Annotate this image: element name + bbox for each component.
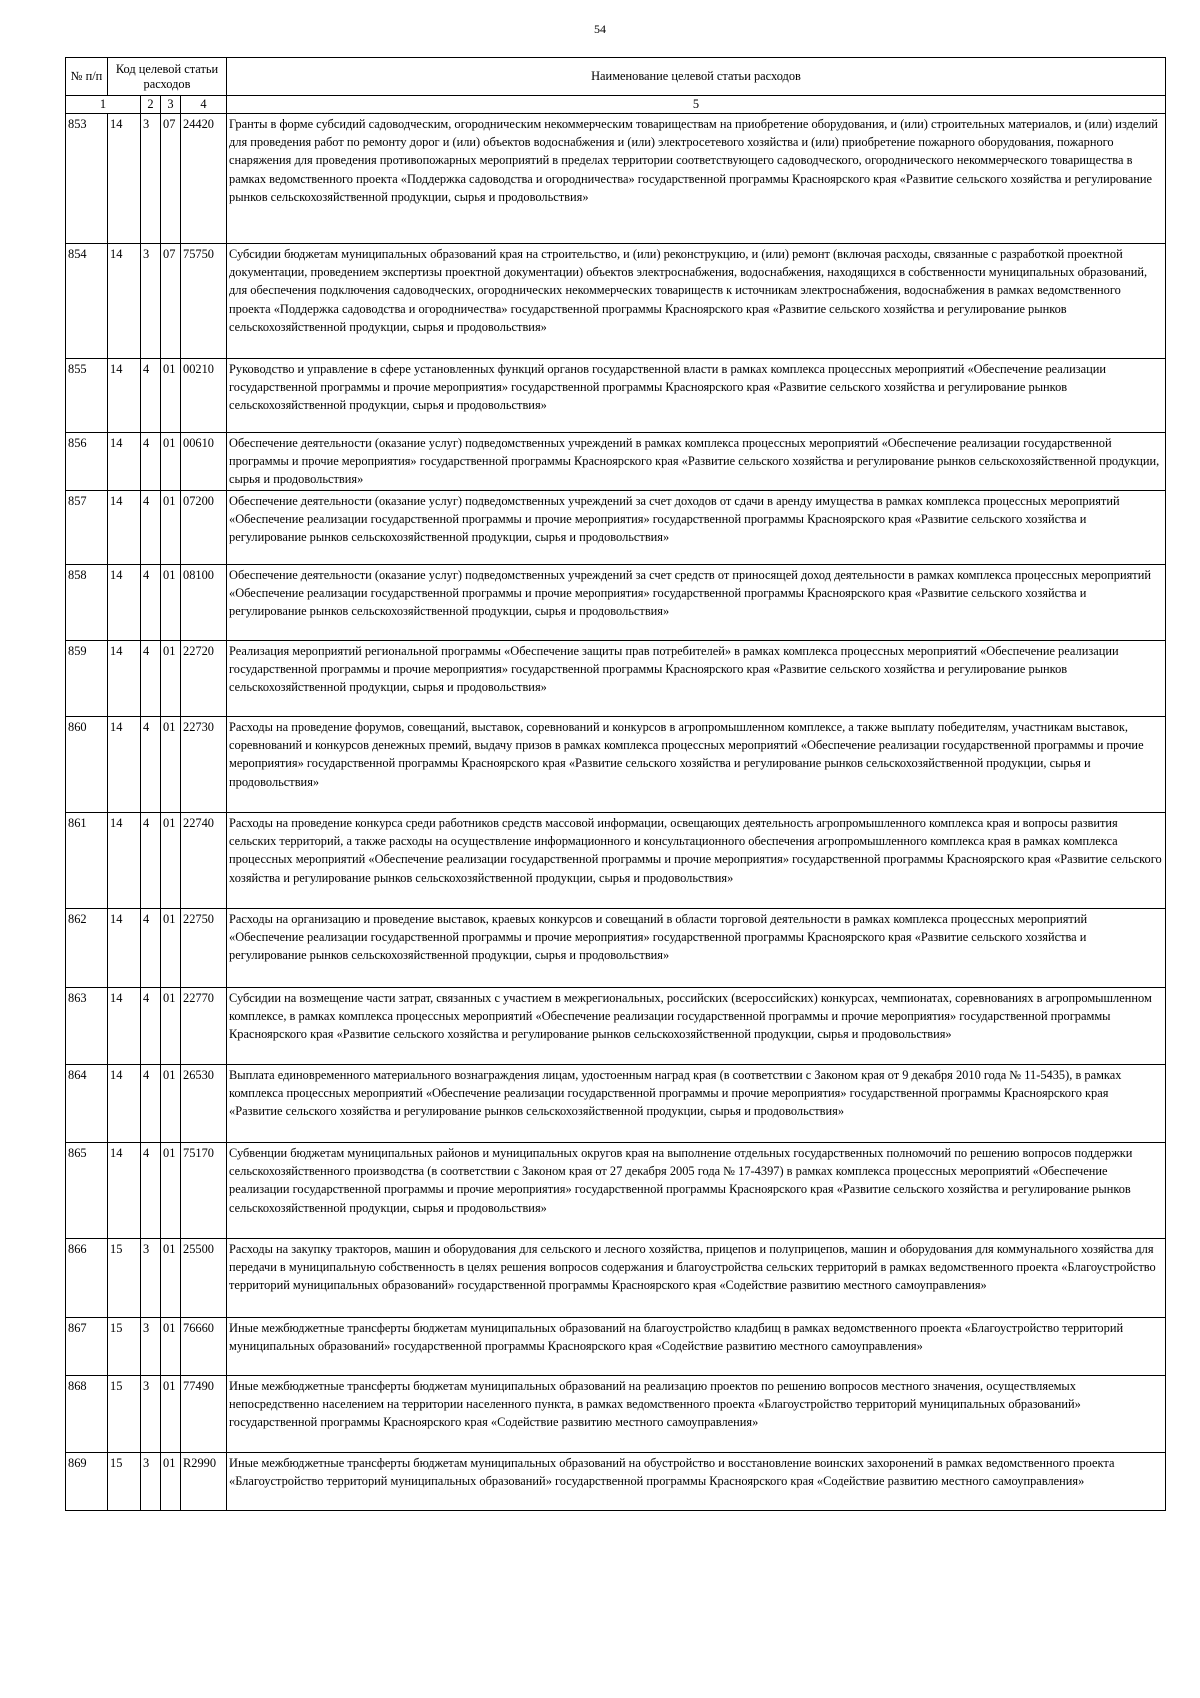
code-part-1: 14 — [108, 114, 141, 244]
target-expenditure-table — [65, 57, 1166, 1511]
row-name: Субсидии на возмещение части затрат, связанных с участием в межрегиональных, российских (всероссийских) конкурсах, чемпионатах, соревнованиях в агропромышленном комплексе, в рамках комплекса процессных мероприятий «Обеспечение реализации государственной программы и прочие мероприятия» государственной программы Красноярского края «Развитие сельского хозяйства и регулирование рынков сельскохозяйственной продукции, сырья и продовольствия» — [227, 988, 1166, 1065]
table-row — [66, 1065, 1166, 1143]
code-part-3: 01 — [161, 909, 181, 988]
code-part-3: 01 — [161, 359, 181, 433]
code-part-2: 3 — [141, 1318, 161, 1376]
code-part-4: 08100 — [181, 565, 227, 641]
row-number: 865 — [66, 1143, 108, 1239]
code-part-4: 24420 — [181, 114, 227, 244]
table-row — [66, 909, 1166, 988]
code-part-1: 15 — [108, 1318, 141, 1376]
row-name: Обеспечение деятельности (оказание услуг) подведомственных учреждений в рамках комплекса процессных мероприятий «Обеспечение реализации государственной программы и прочие мероприятия» государственной программы Красноярского края «Развитие сельского хозяйства и регулирование рынков сельскохозяйственной продукции, сырья и продовольствия» — [227, 433, 1166, 491]
table-row — [66, 1376, 1166, 1453]
row-number: 864 — [66, 1065, 108, 1143]
header-index-4: 4 — [181, 96, 227, 114]
code-part-3: 01 — [161, 813, 181, 909]
code-part-4: 00610 — [181, 433, 227, 491]
row-number: 867 — [66, 1318, 108, 1376]
code-part-3: 01 — [161, 491, 181, 565]
table-row — [66, 1143, 1166, 1239]
table-row — [66, 813, 1166, 909]
row-name: Расходы на проведение конкурса среди работников средств массовой информации, освещающих деятельность агропромышленного комплекса края и вопросы развития сельских территорий, а также расходы на осуществление информационного и консультационного обеспечения агропромышленного комплекса края в рамках комплекса процессных мероприятий «Обеспечение реализации государственной программы и прочие мероприятия» государственной программы Красноярского края «Развитие сельского хозяйства и регулирование рынков сельскохозяйственной продукции, сырья и продовольствия» — [227, 813, 1166, 909]
code-part-1: 14 — [108, 909, 141, 988]
row-number: 853 — [66, 114, 108, 244]
code-part-1: 14 — [108, 717, 141, 813]
row-number: 861 — [66, 813, 108, 909]
code-part-3: 07 — [161, 114, 181, 244]
table-row — [66, 1453, 1166, 1511]
code-part-1: 15 — [108, 1376, 141, 1453]
code-part-2: 4 — [141, 717, 161, 813]
code-part-2: 3 — [141, 114, 161, 244]
row-number: 866 — [66, 1239, 108, 1318]
row-number: 868 — [66, 1376, 108, 1453]
row-name: Обеспечение деятельности (оказание услуг) подведомственных учреждений за счет доходов от сдачи в аренду имущества в рамках комплекса процессных мероприятий «Обеспечение реализации государственной программы и прочие мероприятия» государственной программы Красноярского края «Развитие сельского хозяйства и регулирование рынков сельскохозяйственной продукции, сырья и продовольствия» — [227, 491, 1166, 565]
row-number: 854 — [66, 244, 108, 359]
row-name: Расходы на проведение форумов, совещаний, выставок, соревнований и конкурсов в агропромышленном комплексе, а также выплату победителям, участникам выставок, соревнований и конкурсов денежных премий, выдачу призов в рамках комплекса процессных мероприятий «Обеспечение реализации государственной программы и прочие мероприятия» государственной программы Красноярского края «Развитие сельского хозяйства и регулирование рынков сельскохозяйственной продукции, сырья и продовольствия» — [227, 717, 1166, 813]
code-part-3: 07 — [161, 244, 181, 359]
row-number: 857 — [66, 491, 108, 565]
code-part-1: 14 — [108, 244, 141, 359]
row-name: Руководство и управление в сфере установленных функций органов государственной власти в рамках комплекса процессных мероприятий «Обеспечение реализации государственной программы и прочие мероприятия» государственной программы Красноярского края «Развитие сельского хозяйства и регулирование рынков сельскохозяйственной продукции, сырья и продовольствия» — [227, 359, 1166, 433]
code-part-4: 77490 — [181, 1376, 227, 1453]
header-index-3: 3 — [161, 96, 181, 114]
code-part-1: 14 — [108, 433, 141, 491]
code-part-4: 07200 — [181, 491, 227, 565]
code-part-2: 3 — [141, 1376, 161, 1453]
code-part-3: 01 — [161, 1065, 181, 1143]
row-name: Реализация мероприятий региональной программы «Обеспечение защиты прав потребителей» в рамках комплекса процессных мероприятий «Обеспечение реализации государственной программы и прочие мероприятия» государственной программы Красноярского края «Развитие сельского хозяйства и регулирование рынков сельскохозяйственной продукции, сырья и продовольствия» — [227, 641, 1166, 717]
header-index-2: 2 — [141, 96, 161, 114]
table-row — [66, 1318, 1166, 1376]
code-part-2: 4 — [141, 909, 161, 988]
row-name: Расходы на закупку тракторов, машин и оборудования для сельского и лесного хозяйства, прицепов и полуприцепов, машин и оборудования для коммунального хозяйства для передачи в муниципальную собственность в целях решения вопросов содержания и благоустройства сельских территорий в рамках ведомственного проекта «Благоустройство территорий муниципальных образований» государственной программы Красноярского края «Содействие развитию местного самоуправления» — [227, 1239, 1166, 1318]
code-part-4: 75750 — [181, 244, 227, 359]
code-part-3: 01 — [161, 433, 181, 491]
header-index-1: 1 — [66, 96, 141, 114]
table-row — [66, 1239, 1166, 1318]
row-number: 860 — [66, 717, 108, 813]
code-part-3: 01 — [161, 1239, 181, 1318]
code-part-1: 14 — [108, 1065, 141, 1143]
code-part-1: 14 — [108, 359, 141, 433]
code-part-4: 22750 — [181, 909, 227, 988]
code-part-2: 4 — [141, 641, 161, 717]
row-name: Гранты в форме субсидий садоводческим, огородническим некоммерческим товариществам на приобретение оборудования, и (или) строительных материалов, и (или) изделий для проведения работ по ремонту дорог и (или) объектов водоснабжения и (или) электросетевого хозяйства и (или) приобретение пожарного оборудования, пожарного снаряжения для проведения противопожарных мероприятий в пределах территории соответствующего садоводческого, огороднического некоммерческого товарищества в рамках ведомственного проекта «Поддержка садоводства и огородничества» государственной программы Красноярского края «Развитие сельского хозяйства и регулирование рынков сельскохозяйственной продукции, сырья и продовольствия» — [227, 114, 1166, 244]
code-part-3: 01 — [161, 717, 181, 813]
code-part-1: 14 — [108, 813, 141, 909]
code-part-1: 14 — [108, 491, 141, 565]
row-name: Иные межбюджетные трансферты бюджетам муниципальных образований на реализацию проектов по решению вопросов местного значения, осуществляемых непосредственно населением на территории населенного пункта, в рамках ведомственного проекта «Благоустройство территорий муниципальных образований» государственной программы Красноярского края «Содействие развитию местного самоуправления» — [227, 1376, 1166, 1453]
code-part-2: 4 — [141, 1065, 161, 1143]
code-part-4: 22740 — [181, 813, 227, 909]
code-part-2: 3 — [141, 1453, 161, 1511]
code-part-2: 4 — [141, 988, 161, 1065]
row-name: Субсидии бюджетам муниципальных образований края на строительство, и (или) реконструкцию, и (или) ремонт (включая расходы, связанные с разработкой проектной документации, проведением экспертизы проектной документации) объектов электроснабжения, водоснабжения, находящихся в собственности муниципальных образований, для обеспечения подключения садоводческих, огороднических некоммерческих товариществ к источникам электроснабжения, водоснабжения в рамках ведомственного проекта «Поддержка садоводства и огородничества» государственной программы Красноярского края «Развитие сельского хозяйства и регулирование рынков сельскохозяйственной продукции, сырья и продовольствия» — [227, 244, 1166, 359]
code-part-2: 4 — [141, 359, 161, 433]
page-number: 54 — [594, 22, 606, 36]
code-part-1: 14 — [108, 641, 141, 717]
code-part-3: 01 — [161, 641, 181, 717]
row-name: Иные межбюджетные трансферты бюджетам муниципальных образований на обустройство и восстановление воинских захоронений в рамках ведомственного проекта «Благоустройство территорий муниципальных образований» государственной программы Красноярского края «Содействие развитию местного самоуправления» — [227, 1453, 1166, 1511]
header-index-5: 5 — [227, 96, 1166, 114]
code-part-4: 00210 — [181, 359, 227, 433]
header-code: Код целевой статьи расходов — [108, 58, 227, 96]
code-part-4: R2990 — [181, 1453, 227, 1511]
code-part-4: 25500 — [181, 1239, 227, 1318]
code-part-3: 01 — [161, 1453, 181, 1511]
table-row — [66, 717, 1166, 813]
code-part-2: 4 — [141, 491, 161, 565]
row-number: 855 — [66, 359, 108, 433]
table-row — [66, 491, 1166, 565]
table-row — [66, 359, 1166, 433]
row-number: 859 — [66, 641, 108, 717]
code-part-2: 4 — [141, 565, 161, 641]
row-number: 869 — [66, 1453, 108, 1511]
code-part-3: 01 — [161, 565, 181, 641]
code-part-4: 22770 — [181, 988, 227, 1065]
code-part-4: 75170 — [181, 1143, 227, 1239]
code-part-4: 26530 — [181, 1065, 227, 1143]
code-part-2: 4 — [141, 433, 161, 491]
table-body — [66, 114, 1166, 1511]
code-part-2: 3 — [141, 1239, 161, 1318]
code-part-1: 15 — [108, 1239, 141, 1318]
row-name: Выплата единовременного материального вознаграждения лицам, удостоенным наград края (в соответствии с Законом края от 9 декабря 2010 года № 11-5435), в рамках комплекса процессных мероприятий «Обеспечение реализации государственной программы и прочие мероприятия» государственной программы Красноярского края «Развитие сельского хозяйства и регулирование рынков сельскохозяйственной продукции, сырья и продовольствия» — [227, 1065, 1166, 1143]
row-name: Иные межбюджетные трансферты бюджетам муниципальных образований на благоустройство кладбищ в рамках ведомственного проекта «Благоустройство территорий муниципальных образований» государственной программы Красноярского края «Содействие развитию местного самоуправления» — [227, 1318, 1166, 1376]
row-number: 858 — [66, 565, 108, 641]
code-part-1: 14 — [108, 565, 141, 641]
code-part-3: 01 — [161, 1143, 181, 1239]
code-part-2: 4 — [141, 1143, 161, 1239]
row-name: Субвенции бюджетам муниципальных районов и муниципальных округов края на выполнение отдельных государственных полномочий по решению вопросов поддержки сельскохозяйственного производства (в соответствии с Законом края от 27 декабря 2005 года № 17-4397) в рамках комплекса процессных мероприятий «Обеспечение реализации государственной программы и прочие мероприятия» государственной программы Красноярского края «Развитие сельского хозяйства и регулирование рынков сельскохозяйственной продукции, сырья и продовольствия» — [227, 1143, 1166, 1239]
table-row — [66, 433, 1166, 491]
table-row — [66, 988, 1166, 1065]
code-part-1: 15 — [108, 1453, 141, 1511]
table-row — [66, 244, 1166, 359]
code-part-2: 4 — [141, 813, 161, 909]
row-number: 862 — [66, 909, 108, 988]
table-header — [66, 58, 1166, 114]
row-number: 863 — [66, 988, 108, 1065]
code-part-1: 14 — [108, 988, 141, 1065]
table-row — [66, 114, 1166, 244]
code-part-3: 01 — [161, 1376, 181, 1453]
header-name: Наименование целевой статьи расходов — [227, 58, 1166, 96]
table-row — [66, 565, 1166, 641]
code-part-1: 14 — [108, 1143, 141, 1239]
header-num: № п/п — [66, 58, 108, 96]
row-name: Обеспечение деятельности (оказание услуг) подведомственных учреждений за счет средств от приносящей доход деятельности в рамках комплекса процессных мероприятий «Обеспечение реализации государственной программы и прочие мероприятия» государственной программы Красноярского края «Развитие сельского хозяйства и регулирование рынков сельскохозяйственной продукции, сырья и продовольствия» — [227, 565, 1166, 641]
table-row — [66, 641, 1166, 717]
code-part-4: 22720 — [181, 641, 227, 717]
row-number: 856 — [66, 433, 108, 491]
code-part-3: 01 — [161, 988, 181, 1065]
code-part-4: 76660 — [181, 1318, 227, 1376]
code-part-4: 22730 — [181, 717, 227, 813]
code-part-3: 01 — [161, 1318, 181, 1376]
row-name: Расходы на организацию и проведение выставок, краевых конкурсов и совещаний в области торговой деятельности в рамках комплекса процессных мероприятий «Обеспечение реализации государственной программы и прочие мероприятия» государственной программы Красноярского края «Развитие сельского хозяйства и регулирование рынков сельскохозяйственной продукции, сырья и продовольствия» — [227, 909, 1166, 988]
code-part-2: 3 — [141, 244, 161, 359]
